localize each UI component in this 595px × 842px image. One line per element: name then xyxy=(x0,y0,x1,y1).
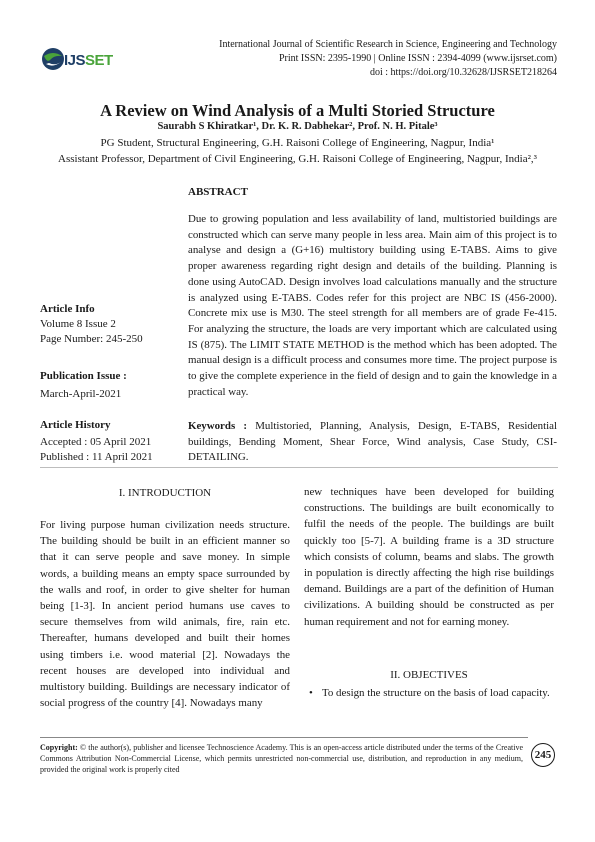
globe-logo-icon xyxy=(40,46,66,72)
journal-logo xyxy=(40,44,130,74)
accepted-date: Accepted : 05 April 2021 xyxy=(40,436,152,448)
footer-divider xyxy=(40,737,528,738)
introduction-heading: I. INTRODUCTION xyxy=(118,487,212,499)
objective-text: To design the structure on the basis of load capacity. xyxy=(322,687,550,699)
publication-issue-value: March-April-2021 xyxy=(40,388,122,400)
article-history-heading: Article History xyxy=(40,419,111,431)
journal-issn: Print ISSN: 2395-1990 | Online ISSN : 2394-4099 (www.ijsrset.com) xyxy=(278,53,557,64)
introduction-col1-text: For living purpose human civilization needs structure. The building should be built in an efficient manner so that it can serve people and save money. In simple words, a building means an empty space surrounded by the walls and roof, in order to give shelter for human being [1-3]. In ancient period humans use caves to secure themselves from wild animals, fire, rain etc. Thereafter, humans developed and built their homes using timbers i.e. wood material [2]. Nowadays the recent houses are developed into individual and multistory building. Buildings are necessary indicator of social progress of the country [4]. Nowadays many xyxy=(40,519,290,710)
affiliation-2: Assistant Professor, Department of Civil Engineering, G.H. Raisoni College of Engineering, Nagpur, India²,³ xyxy=(58,153,537,165)
copyright-footer xyxy=(40,742,523,775)
published-date: Published : 11 April 2021 xyxy=(40,451,153,463)
abstract-heading: ABSTRACT xyxy=(188,186,248,198)
copyright-text: © the author(s), publisher and licensee Technoscience Academy. This is an open-access article distributed under the terms of the Creative Commons Attribution Non-Commercial License, which permits unrestricted non-commercial use, distribution, and reproduction in any medium, provided the original work is properly cited xyxy=(40,743,523,774)
abstract-text: Due to growing population and less availability of land, multistoried buildings are constructed which can serve many people in less area. Main aim of this project is to analyse and design a (G+16) multistory building using E-TABS. Aims to give proper awareness regarding right design and details of the building. Planning is done using AutoCAD. Design involves load calculations manually and the structure is analyzed using E-TABS. Codes refer for this project are NBC IS (456-2000). Concrete mix use is M30. The steel strength for all members are of grade Fe-415. For analyzing the structure, the loads are very important which are calculated using IS (875). The LIMIT STATE METHOD is the method which has been adopted. The manual design is a difficult process and consumes more time. The project purpose is to give the complete experience in the field of design and to gain the knowledge in a practical way. xyxy=(188,213,557,398)
journal-name: International Journal of Scientific Research in Science, Engineering and Technology xyxy=(219,39,557,50)
objectives-heading: II. OBJECTIVES xyxy=(390,669,468,681)
journal-header xyxy=(157,38,557,80)
keywords-label: Keywords : xyxy=(188,420,248,432)
article-pages: Page Number: 245-250 xyxy=(40,333,143,345)
bullet-icon: • xyxy=(309,687,313,699)
article-info xyxy=(40,302,180,347)
affiliation-1: PG Student, Structural Engineering, G.H. Raisoni College of Engineering, Nagpur, India¹ xyxy=(100,137,495,149)
paper-authors: Saurabh S Khiratkar¹, Dr. K. R. Dabhekar², Prof. N. H. Pitale³ xyxy=(157,121,438,132)
paper-title: A Review on Wind Analysis of a Multi Storied Structure xyxy=(100,101,495,120)
page-number-badge: 245 xyxy=(531,743,555,767)
article-history xyxy=(40,418,180,465)
journal-doi[interactable]: doi : https://doi.org/10.32628/IJSRSET218264 xyxy=(369,67,557,78)
section-divider xyxy=(40,467,558,468)
logo-wordmark: IJSSET xyxy=(64,52,113,69)
publication-issue xyxy=(40,369,180,402)
article-volume: Volume 8 Issue 2 xyxy=(40,318,116,330)
keywords-text: Multistoried, Planning, Analysis, Design, E-TABS, Residential buildings, Bending Moment, Shear Force, Wind analysis, Case Study, CSI-DETAILING. xyxy=(188,420,557,464)
keywords xyxy=(188,419,557,466)
introduction-col2-text: new techniques have been developed for building constructions. The buildings are built economically to fulfil the needs of the people. The buildings are built quickly too [5-7]. A building frame is a 3D structure which consists of column, beams and slabs. The growth in population is directly affecting the high rise buildings demand. Buildings are a part of the definition of Human civilizations. A building should be constructed as per human requirement and not for earning money. xyxy=(304,486,554,628)
copyright-label: Copyright: xyxy=(40,743,78,752)
publication-issue-heading: Publication Issue : xyxy=(40,370,127,382)
article-info-heading: Article Info xyxy=(40,303,95,315)
